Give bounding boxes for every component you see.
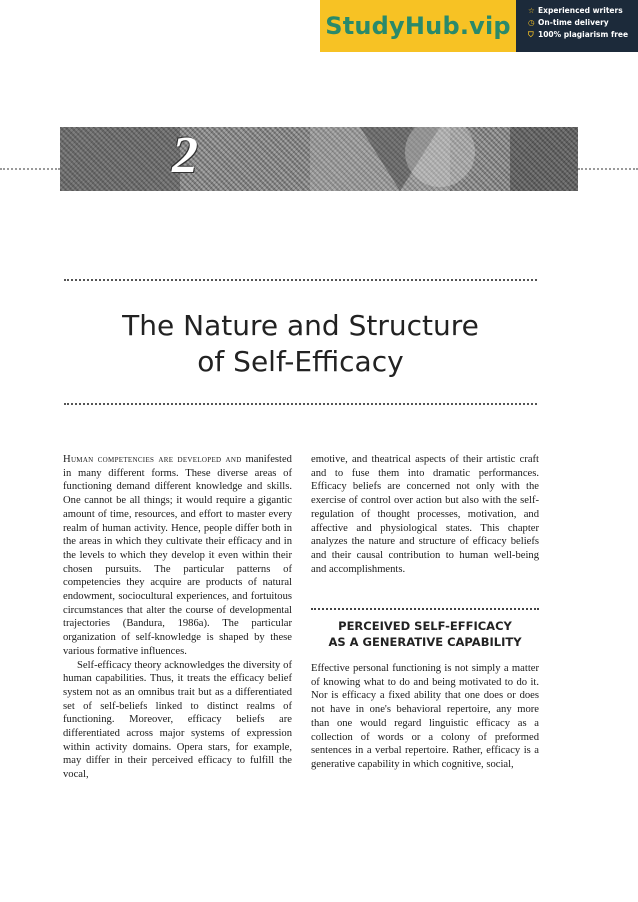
watermark-banner[interactable] [320,0,638,52]
perk-item: ◷ On-time delivery [528,18,609,27]
divider-bottom [64,403,537,405]
paragraph: Human competencies are developed and manifested in many different forms. These diverse areas of functioning demand different knowledge and skills. One cannot be all things; it would require a gigantic amount of time, resources, and effort to master every realm of human activity. Hence, people differ both in the areas in which they cultivate their efficacy and in the levels to which they develop it even within their chosen pursuits. The particular patterns of competencies they acquire are products of natural endowment, sociocultural experiences, and fortuitous circumstances that alter the course of developmental trajectories (Bandura, 1986a). The particular organization of self-knowledge is shaped by these various formative influences. [63,454,292,657]
clock-icon: ◷ [528,18,535,27]
chapter-title: The Nature and Structure of Self-Efficacy [122,309,479,378]
chapter-header-graphic [60,127,578,191]
star-icon: ☆ [528,6,535,15]
chapter-number: 2 [172,127,198,184]
divider-top [64,279,537,281]
paragraph: emotive, and theatrical aspects of their artistic craft and to fuse them into dramatic performances. Efficacy beliefs are concerned not only with the exercise of control over action but also with the self-regulation of thought processes, motivation, and affective and physiological states. This chapter analyzes the nature and structure of efficacy beliefs and their causal contribution to human well-being and accomplishments. [311,454,539,575]
paragraph: Effective personal functioning is not simply a matter of knowing what to do and being motivated to do it. Nor is efficacy a fixed ability that one does or does not have in one's behavioral repertoire, any more than one would regard linguistic efficacy as a collection of words or a colony of preformed sentences in a verbal repertoire. Rather, efficacy is a generative capability in which cognitive, social, [311,663,539,770]
section-divider [311,608,539,610]
perk-item: ☆ Experienced writers [528,6,623,15]
right-column-bottom [311,662,539,772]
right-column-top [311,453,539,576]
brand-logo[interactable] [320,0,516,52]
perk-item: ⛉ 100% plagiarism free [528,30,629,39]
brand-name: StudyHub.vip [325,12,511,40]
shield-icon: ⛉ [528,30,534,39]
perks-list [516,0,638,52]
decorative-dots-left [0,168,60,170]
left-column [63,453,292,782]
paragraph: Self-efficacy theory acknowledges the diversity of human capabilities. Thus, it treats the efficacy belief system not as an omnibus trait but as a differentiated set of self-beliefs linked to distinct realms of functioning. Moreover, efficacy beliefs are differentiated across major systems of expression within activity domains. Opera stars, for example, may differ in their perceived efficacy to fulfill the vocal, [63,659,292,781]
decorative-dots-right [578,168,638,170]
section-heading: PERCEIVED SELF-EFFICACY AS A GENERATIVE CAPABILITY [328,619,522,649]
